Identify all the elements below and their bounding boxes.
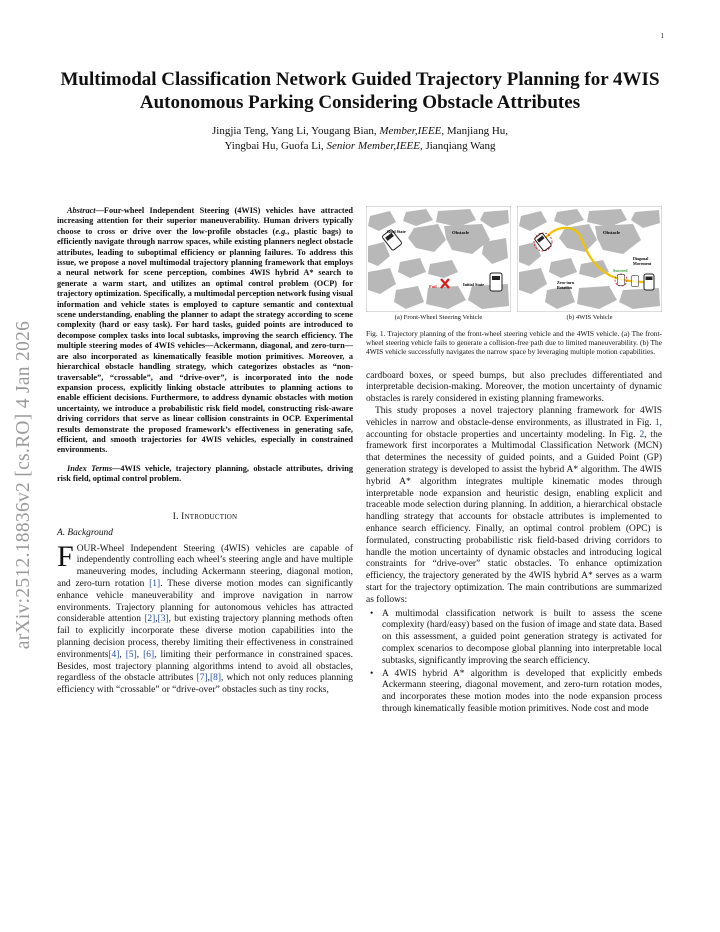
initial-state-label: Initial State (463, 282, 485, 287)
abstract-eg: e.g. (275, 226, 288, 236)
intro-text-a: OUR-Wheel Independent Steering (4WIS) vehicles are capable of independently controlling each wheel’s steering angle and have multiple maneuvering modes, including Ackermann steering, diagonal motion, and zero-turn rotation (57, 543, 353, 589)
body-paragraph-1: cardboard boxes, or speed bumps, but also precludes differentiated and interpretable decision-making. Moreover, the motion uncertainty of dynamic obstacles is rarely considered in existing planning frameworks. (366, 370, 662, 405)
obstacle-label: Obstacle (603, 230, 621, 235)
citation-3[interactable]: [3] (157, 614, 169, 625)
citation-separator: , (136, 649, 144, 660)
citation-6[interactable]: [6] (143, 649, 155, 660)
bullet-icon: • (370, 608, 374, 619)
succeed-label: Succeed (613, 268, 628, 273)
author-rest-1: , Manjiang Hu, (441, 125, 509, 137)
author-line-2 (40, 139, 680, 154)
citation-7[interactable]: [7] (196, 673, 208, 684)
initial-vehicle-icon (644, 274, 654, 290)
author-names-2: Yingbai Hu, Guofa Li, (224, 140, 327, 152)
diagonal-movement-label: Movement (633, 261, 652, 266)
author-names-1: Jingjia Teng, Yang Li, Yougang Bian, (211, 125, 380, 137)
intro-paragraph (57, 539, 354, 697)
body-text-c: , the framework first incorporates a Multimodal Classification Network (MCN) that determines the necessity of guided points, and a Guided Point (GP) generation strategy is developed to assist the hybrid A* algorithm. The 4WIS hybrid A* algorithm integrates multiple kinematic modes through interpretable node expansion and heuristic design, enabling explicit and traceable mode selection during planning. In addition, a hierarchical obstacle handling strategy that accounts for obstacle attributes is implemented to enhance search efficiency. Finally, an optimal control problem (OPC) is formulated, constructing probabilistic risk field-based driving corridors to handle the motion uncertainty of dynamic obstacles and introducing logical constraints for “drive-over” static obstacles. To enhance optimization efficiency, the trajectory generated by the 4WIS hybrid A* serves as a warm start for the trajectory optimization. The main contributions are summarized as follows: (366, 429, 663, 605)
list-item (370, 608, 662, 668)
figure-1b (517, 206, 662, 321)
abstract-dash: — (95, 206, 104, 215)
figure-1a (366, 206, 511, 321)
abstract (57, 206, 353, 456)
obstacle-label: Obstacle (452, 230, 470, 235)
subsection-heading-background: A. Background (57, 527, 113, 538)
arxiv-stamp (13, 250, 35, 720)
zero-turn-label: Zero-turn (557, 280, 575, 285)
right-body (366, 371, 662, 607)
author-line-1 (40, 124, 680, 139)
figure-1a-caption: (a) Front-Wheel Steering Vehicle (394, 314, 483, 321)
figure-1 (366, 206, 662, 321)
author-rest-2: , Jianqiang Wang (419, 140, 496, 152)
author-role-2: Senior Member,IEEE (326, 140, 420, 152)
index-terms (57, 464, 353, 485)
right-column (366, 206, 662, 717)
citation-8[interactable]: [8] (209, 673, 221, 684)
citation-separator: , (207, 673, 210, 684)
initial-vehicle-icon (490, 273, 502, 291)
abstract-label: Abstract (67, 206, 96, 215)
body-text-b: , accounting for obstacle properties and uncertainty modeling. In Fig. (366, 417, 662, 440)
intro-text-d: , limiting their performance in constrained spaces. Besides, most trajectory planning algorithms intend to avoid all obstacles, regardless of the obstacle attributes (57, 649, 354, 684)
citation-separator: , (155, 614, 158, 625)
figure-1b-illustration (517, 206, 662, 312)
citation-1[interactable]: [1] (149, 578, 161, 589)
figure-1b-caption: (b) 4WIS Vehicle (566, 314, 613, 321)
trajectory-vehicle-icon (618, 275, 625, 286)
citation-4[interactable]: [4] (108, 649, 120, 660)
abstract-text-1: Four-wheel Independent Steering (4WIS) vehicles have attracted increasing attention for their superior maneuverability. Human drivers typically choose to cross or drive over the low-profile obstacles ( (57, 206, 353, 236)
citation-2[interactable]: [2] (144, 614, 156, 625)
body-text-a: This study proposes a novel trajectory planning framework for 4WIS vehicles in narrow and obstacle-dense environments, as illustrated in Fig. (366, 406, 662, 428)
index-terms-text: 4WIS vehicle, trajectory planning, obstacle attributes, driving risk field, optimal control problem. (57, 463, 353, 484)
abstract-text-2: , plastic bags) to efficiently navigate through narrow spaces, while existing planners neglect obstacle attributes, leading to suboptimal efficiency or planning failures. To address this issue, we propose a novel multimodal trajectory planning framework that employs a neural network for scene perception, combines 4WIS hybrid A* search to generate a warm start, and utilizes an optimal control problem (OCP) for trajectory optimization. Specifically, a multimodal perception network fusing visual information and vehicle states is employed to capture semantic and contextual scene understanding, enabling the planner to adapt the strategy according to scene complexity (hard or easy task). For hard tasks, guided points are introduced to decompose complex tasks into local subtasks, improving the search efficiency. The multiple steering modes of 4WIS vehicles—Ackermann, diagonal, and zero-turn—are also incorporated as kinematically feasible motion primitives. Moreover, a hierarchical obstacle handling strategy, which categorizes obstacles as “non-traversable”, “crossable”, and “drive-over”, is incorporated into the node expansion process, explicitly linking obstacle attributes to planning actions to enable efficient decisions. Furthermore, to address dynamic obstacles with motion uncertainty, we introduce a probabilistic risk field model, constructing risk-aware driving corridors that serve as linear collision constraints in OCP. Experimental results demonstrate the proposed framework’s effectiveness in generating safe, efficient, and smooth trajectories for 4WIS vehicles, especially in constrained environments. (57, 226, 353, 455)
goal-state-label: Goal State (387, 229, 406, 234)
figure-1-link[interactable]: 1 (654, 417, 660, 428)
citation-5[interactable]: [5] (125, 649, 137, 660)
intro-body (57, 539, 354, 697)
figure-2-link[interactable]: 2 (639, 429, 645, 440)
intro-text-b: . These diverse motion modes can significantly enhance vehicle maneuverability and improve navigation in narrow environments. Trajectory planning for autonomous vehicles has attracted considerable attention (57, 578, 353, 625)
intro-text-e: , which not only reduces planning efficiency with “crossable” or “drive-over” obstacles such as tiny rocks, (57, 673, 353, 696)
index-terms-dash: — (112, 463, 121, 473)
trajectory-vehicle-icon (632, 276, 639, 287)
page-number: 1 (660, 32, 664, 40)
left-column (57, 206, 353, 697)
drop-cap: F (57, 539, 74, 573)
bullet-icon: • (370, 668, 374, 679)
author-list (40, 124, 680, 154)
intro-text-c: , but existing trajectory planning methods often fail to explicitly incorporate these diverse motion capabilities into the planning decision process, thereby limiting their effectiveness in constrained environments (57, 614, 354, 660)
body-paragraph-2 (366, 406, 662, 607)
citation-separator: , (119, 649, 126, 660)
list-item (370, 668, 662, 716)
author-role-1: Member,IEEE (379, 125, 442, 137)
section-heading-introduction: I. Introduction (172, 511, 238, 522)
fail-label: Fail (429, 284, 437, 289)
contributions-list (366, 609, 662, 716)
paper-title: Multimodal Classification Network Guided Trajectory Planning for 4WIS Autonomous Parking Considering Obstacle Attributes (60, 69, 660, 113)
zero-turn-label: Rotation (557, 285, 572, 290)
diagonal-movement-label: Diagonal (633, 256, 649, 261)
contribution-text: A 4WIS hybrid A* algorithm is developed that explicitly embeds Ackermann steering, diagonal movement, and zero-turn rotation modes, and incorporates these motion modes into the node expansion process through kinematically feasible motion primitives. Node cost and mode (382, 668, 662, 714)
arxiv-stamp-text: arXiv:2512.18836v2 [cs.RO] 4 Jan 2026 (13, 320, 35, 650)
figure-1a-illustration (366, 206, 511, 312)
index-terms-label: Index Terms (67, 463, 113, 473)
figure-1-caption: Fig. 1. Trajectory planning of the front-wheel steering vehicle and the 4WIS vehicle. (a) The front-wheel steering vehicle fails to generate a collision-free path due to limited maneuverability. (b) The 4WIS vehicle successfully navigates the narrow space by leveraging multiple motion capabilities. (366, 329, 662, 357)
contribution-text: A multimodal classification network is built to assess the scene complexity (hard/easy) based on the fusion of image and state data. Based on this assessment, a guided point generation strategy is activated for complex scenarios to decompose global planning into interpretable local subtasks, significantly improving the search efficiency. (382, 608, 662, 666)
